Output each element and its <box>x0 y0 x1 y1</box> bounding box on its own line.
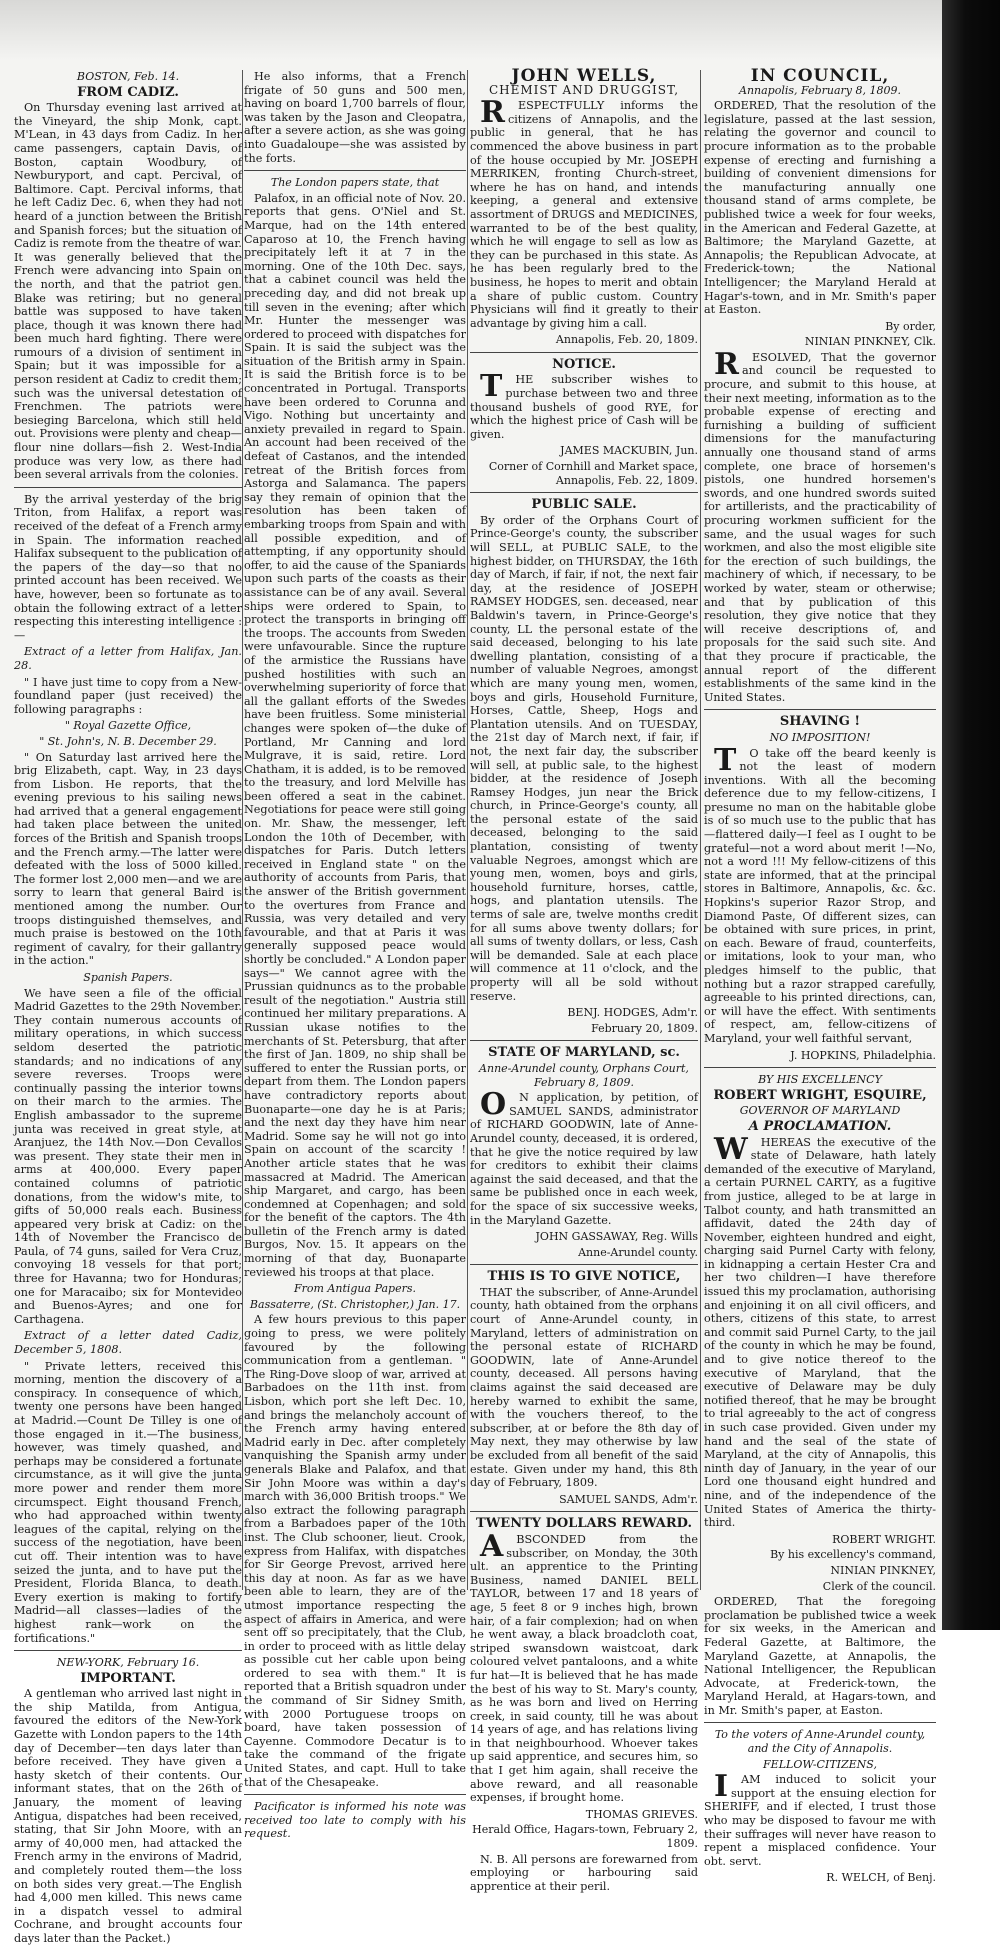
divider <box>470 1511 698 1512</box>
mackubin-signature: JAMES MACKUBIN, Jun. <box>560 444 698 458</box>
drop-cap: W <box>714 1131 748 1167</box>
book-binding-edge <box>942 0 1000 1630</box>
boston-dateline: BOSTON, Feb. 14. <box>76 70 180 83</box>
gazette-office: " Royal Gazette Office, <box>64 719 192 733</box>
drop-cap: I <box>714 1769 729 1805</box>
antigua-papers-heading: From Antigua Papers. <box>293 1282 416 1296</box>
antigua-article: A few hours previous to this paper going to press, we were politely favoured by the following communication from a gentleman. " The Ring-Dove sloop of war, arrived at Barbadoes on the 11th inst. from Lisbon, which port she left Dec. 10, and brings the melancholy account of the French army having entered Madrid early in Dec. after completely vanquishing the Spanish army under generals Blake and Palafox, and that Sir John Moore was within a day's march with 36,000 British troops." We also extract the following paragraph from a Barbadoes paper of the 10th inst. The Club schooner, lieut. Crook, express from Halifax, with dispatches for Sir George Prevost, arrived here this day at noon. As far as we have been able to learn, they are of the utmost importance respecting the aspect of affairs in America, and were sent off so precipitately, that the Club, in order to proceed with as little delay as possible cut her cable upon being ordered to sea with them." It is reported that a British squadron under the command of Sir Sidney Smith, with 2000 Portuguese troops on board, have taken possession of Cayenne. Commodore Decatur is to take the command of the frigate United States, and capt. Hull to take that of the Chesapeake. <box>244 1313 466 1789</box>
divider <box>244 170 466 171</box>
public-sale-heading: PUBLIC SALE. <box>531 497 637 513</box>
drop-cap: T <box>480 369 503 405</box>
wells-date: Annapolis, Feb. 20, 1809. <box>555 333 698 347</box>
divider <box>470 352 698 353</box>
hodges-date: February 20, 1809. <box>591 1021 698 1035</box>
shaving-heading: SHAVING ! <box>779 714 861 730</box>
column-2 <box>244 70 466 1841</box>
governor-name: ROBERT WRIGHT, ESQUIRE, <box>713 1087 927 1103</box>
hodges-signature: BENJ. HODGES, Adm'r. <box>567 1006 698 1020</box>
command-line: By his excellency's command, <box>770 1548 936 1562</box>
give-notice-heading: THIS IS TO GIVE NOTICE, <box>487 1269 681 1285</box>
pinkney-signature: NINIAN PINKNEY, Clk. <box>804 335 936 349</box>
page-top-edge <box>0 0 1000 60</box>
council-dateline: Annapolis, February 8, 1809. <box>739 83 901 97</box>
state-heading: STATE OF MARYLAND, sc. <box>488 1045 680 1061</box>
divider <box>470 492 698 493</box>
spanish-papers-article: We have seen a file of the official Madrid Gazettes to the 29th November. They contain numerous accounts of military operations, in which success seldom deserted the patriotic standards; and no indications of any severe reverses. Troops were continually passing the interior towns on their march to the armies. The English ambassador to the supreme junta was received in great style, at Aranjuez, the 14th Nov.—Don Cevallos was present. They state their men in arms at 400,000. Every paper contained columns of patriotic donations, from the widow's mite, to gifts of 50,000 reals each. Business appeared very brisk at Cadiz: on the 14th of November the Francisco de Paula, of 74 guns, sailed for Vera Cruz, convoying 18 vessels for that port; three for Havanna; two for Honduras; one for Maracaibo; six for Montevideo and Buenos-Ayres; and one for Carthagena. <box>14 986 242 1326</box>
divider <box>244 1794 466 1795</box>
proclamation-body: HEREAS the executive of the state of Delaware, hath lately demanded of the executive of Maryland, a certain PURNEL CARTY, as a fugitive from justice, alleged to be at large in Talbot county, and hath transmitted an affidavit, dated the 24th day of November, eighteen hundred and eight, charging said Purnel Carty with felony, in kidnapping a certain Hester Cra and her two children—I have therefore issued this my proclamation, authorising and enjoining it on all civil officers, and others, citizens of this state, to arrest and commit said Purnel Carty, to the jail of the county in which he may be found, and to give notice thereof to the executive of Maryland, that the executive of Delaware may be duly notified thereof, that he may be brought to trial agreeably to the act of congress in such case provided. Given under my hand and the seal of the state of Maryland, at the city of Annapolis, this ninth day of January, in the year of our Lord one thousand eight hundred and nine, and of the independence of the United States of America the thirty-third. <box>704 1135 936 1530</box>
clerk-title: Clerk of the council. <box>822 1579 936 1593</box>
pacificator-notice: Pacificator is informed his note was received too late to comply with his request. <box>244 1800 466 1841</box>
gazette-dateline: " St. John's, N. B. December 29. <box>39 734 217 748</box>
divider <box>704 709 936 710</box>
give-notice-body: THAT the subscriber, of Anne-Arundel county, hath obtained from the orphans court of Anne-Arundel county, in Maryland, letters of administration on the personal estate of RICHARD GOODWIN, late of Anne-Arundel county, deceased. All persons having claims against the said deceased are hereby warned to exhibit the same, with the vouchers thereof, to the subscriber, at or before the 8th day of May next, they may otherwise by law be excluded from all benefit of the said estate. Given under my hand, this 8th day of February, 1809. <box>470 1285 698 1490</box>
divider <box>704 1067 936 1068</box>
column-rule <box>242 70 243 1590</box>
cadiz-letter-body: " Private letters, received this morning, mention the discovery of a conspiracy. In consequence of which, twenty one persons have been hanged at Madrid.—Count De Tilley is one of those engaged in it.—The business, however, was timely quashed, and perhaps may be considered a fortunate circumstance, as it will give the junta more power and render them more circumspect. Eight thousand French, who had approached within twenty leagues of the capital, relying on the success of the negotiation, have been cut off. Their intention was to have seized the junta, and to have put the President, Florida Blanca, to death. Every exertion is making to fortify Madrid—all classes—ladies of the highest rank—work on the fortifications." <box>14 1359 242 1645</box>
column-rule <box>467 70 468 1590</box>
shaving-ad: O take off the beard keenly is not the least of modern inventions. With all the becoming deference due to my fellow-citizens, I presume no man on the habitable globe is of so much use to the public that has—flattered daily—I feel as I ought to be grateful—not a word about merit !—No, not a word !!! My fellow-citizens of this state are informed, that at the principal stores in Baltimore, Annapolis, &c. &c. Hopkins's superior Razor Strop, and Diamond Paste, Of different sizes, can be obtained with sure prices, in print, on each. Beware of fraud, counterfeits, or imitations, look to your man, who pledges himself to the public, that nothing but a razor strapped carefully, agreeable to his printed directions, can, or will have the effect. With sentiments of respect, am, fellow-citizens of Maryland, your well faithful servant, <box>704 746 936 1045</box>
divider <box>14 487 242 488</box>
wells-name: JOHN WELLS, <box>511 66 657 86</box>
herald-office-address: Herald Office, Hagars-town, February 2, 1809. <box>472 1823 698 1851</box>
london-papers-article: Palafox, in an official note of Nov. 20. reports that gens. O'Niel and St. Marque, had on the 14th entered Caparoso at 10, the French having precipitately left it at 7 in the morning. One of the 10th Dec. says, that a cabinet council was held the preceding day, and did not break up till seven in the evening; after which Mr. Hunter the messenger was ordered to proceed with dispatches for Spain. It is said the subject was the situation of the British army in Spain. It is said the British force is to be concentrated in Portugal. Transports have been ordered to Corunna and Vigo. Nothing but uncertainty and anxiety prevailed in regard to Spain. An account had been received of the defeat of Castanos, and the intended retreat of the British forces from Astorga and Salamanca. The papers say they remain of opinion that the resolution has been taken of embarking troops from Spain and with all possible expedition, and of attempting, if any opportunity should offer, to aid the cause of the Spaniards upon such parts of the coasts as their assistance can be of any avail. Several ships were ordered to Spain, to protect the transports in bringing off the troops. The accounts from Sweden were unfavourable. Since the rupture of the armistice the Russians have pushed hostilities with such an overwhelming superiority of force that all the gallant efforts of the Swedes have been fruitless. Some ministerial changes were spoken of—the duke of Portland, Mr Canning and lord Mulgrave, it is said, retire. Lord Chatham, it is added, is to be removed to the treasury, and lord Melville has been offered a seat in the cabinet. Negotiations for peace were still going on. Mr. Shaw, the messenger, left London the 10th of December, with dispatches for Paris. Dutch letters received in England state " on the authority of accounts from Paris, that the answer of the British government to the overtures from France and Russia, was very detailed and very favourable, and that at Paris it was generally supposed peace would shortly be concluded." A London paper says—" We cannot agree with the Prussian quidnuncs as to the probable result of the negotiation." Austria still continued her military preparations. A Russian ukase notifies to the merchants of St. Petersburg, that after the first of Jan. 1809, no ship shall be suffered to enter the Russian ports, or depart from them. The London papers have contradictory reports about Buonaparte—one day he is at Paris; and the next day they have him near Madrid. Some say he will not go into Spain on account of the scarcity ! Another article states that he was massacred at Madrid. The American ship Margaret, and cargo, has been condemned at Copenhagen; and sold for the benefit of the captors. The 4th bulletin of the French army is dated Burgos, Nov. 15. It appears on the morning of that day, Buonaparte reviewed his troops at that place. <box>244 191 466 1279</box>
wells-ad: ESPECTFULLY informs the citizens of Annapolis, and the public in general, that he has commenced the above business in part of the house occupied by Mr. JOSEPH MERRIKEN, fronting Church-street, where he has on hand, and intends keeping, a general and extensive assortment of DRUGS and MEDICINES, warranted to be of the best quality, which he will engage to sell as low as they can be purchased in this state. As he has been regularly bred to the business, he hopes to merit and obtain a share of public custom. Country Physicians will find it greatly to their advantage by giving him a call. <box>470 99 698 330</box>
divider <box>704 1722 936 1723</box>
sands-signature: SAMUEL SANDS, Adm'r. <box>559 1492 698 1506</box>
bassaterre-dateline: Bassaterre, (St. Christopher,) Jan. 17. <box>249 1297 461 1311</box>
excellency-line: BY HIS EXCELLENCY <box>758 1073 882 1087</box>
column-1 <box>14 70 242 1945</box>
proclamation-order: ORDERED, That the foregoing proclamation be published twice a week for six weeks, in the American and Federal Gazette, at Baltimore, the Maryland Gazette, at Annapolis, the National Intelligencer, the Republican Advocate, at Frederick-town, the Maryland Herald, at Hagars-town, and in Mr. Smith's paper, at Easton. <box>704 1595 936 1717</box>
wells-title: CHEMIST AND DRUGGIST, <box>488 82 680 97</box>
reward-heading: TWENTY DOLLARS REWARD. <box>476 1516 692 1532</box>
resolution-body: ESOLVED, That the governor and council be requested to procure, and submit to this house, at their next meeting, information as to the probable expense of erecting and furnishing a building of sufficient dimensions for the manufacturing annually one thousand stand of arms complete, one brace of horsemen's pistols, one hundred horsemen's swords, and one hundred swords suited for artillerists, and the practicability of procuring workmen sufficient for the same, and the usual wages for such workmen, and also the most eligible site for the erection of such buildings, the machinery of which, if necessary, to be worked by water, steam or otherwise; and that by publication of this resolution, they give notice that they will receive descriptions of, and proposals for the said such site. And that they procure if practicable, the annual report of the different establishments of the same kind in the United States. <box>704 350 936 704</box>
council-by-order: By order, <box>885 319 936 333</box>
cadiz-heading: FROM CADIZ. <box>77 84 179 100</box>
spanish-papers-heading: Spanish Papers. <box>83 971 173 984</box>
london-papers-heading: The London papers state, that <box>270 176 440 190</box>
divider <box>470 1040 698 1041</box>
welch-signature: R. WELCH, of Benj. <box>826 1871 936 1885</box>
council-heading: IN COUNCIL, <box>750 66 890 86</box>
orphans-court-dateline: Anne-Arundel county, Orphans Court, February 8, 1809. <box>479 1061 689 1089</box>
important-heading: IMPORTANT. <box>80 1670 176 1686</box>
drop-cap: T <box>714 742 737 778</box>
column-4 <box>704 66 936 1885</box>
wright-signature: ROBERT WRIGHT. <box>832 1532 936 1546</box>
drop-cap: R <box>714 346 739 382</box>
reward-nota-bene: N. B. All persons are forewarned from employing or harbouring said apprentice at their peril. <box>470 1852 698 1893</box>
notice-heading: NOTICE. <box>552 356 616 372</box>
new-york-dateline: NEW-YORK, February 16. <box>56 1656 200 1670</box>
frigate-article: He also informs, that a French frigate of 50 guns and 500 men, having on board 1,700 barrels of flour, was taken by the Jason and Cleopatra, after a severe action, as she was going into Guadaloupe—she was assisted by the forts. <box>244 70 466 165</box>
no-imposition-heading: NO IMPOSITION! <box>769 730 871 744</box>
council-order: ORDERED, That the resolution of the legislature, passed at the last session, relating the governor and council to procure information as to the probable expense of erecting and furnishing a building of convenient dimensions for the manufacturing annually one thousand stand of arms complete, be published twice a week for four weeks, in the American and Federal Gazette, at Baltimore; the Maryland Gazette, at Annapolis; the Republican Advocate, at Frederick-town; the National Intelligencer; the Maryland Herald at Hagar's-town, and in Mr. Smith's paper at Easton. <box>704 99 936 317</box>
gassaway-signature: JOHN GASSAWAY, Reg. Wills <box>535 1230 698 1244</box>
triton-article: By the arrival yesterday of the brig Triton, from Halifax, a report was received of the defeat of a French army in Spain. The information reached Halifax subsequent to the publication of the papers of the day—so that no printed account has been received. We have, however, been so fortunate as to obtain the following extract of a letter respecting this interesting intelligence :— <box>14 492 242 642</box>
cadiz-letter-heading: Extract of a letter dated Cadiz, December 5, 1808. <box>14 1329 242 1357</box>
fellow-citizens: FELLOW-CITIZENS, <box>763 1757 877 1771</box>
pinkney-signature-2: NINIAN PINKNEY, <box>830 1563 936 1577</box>
mackubin-address: Corner of Cornhill and Market space, Annapolis, Feb. 22, 1809. <box>488 460 698 487</box>
grieves-signature: THOMAS GRIEVES. <box>585 1807 698 1821</box>
drop-cap: A <box>480 1528 504 1564</box>
reward-body: BSCONDED from the subscriber, on Monday, the 30th ult. an apprentice to the Printing Business, named DANIEL BELL TAYLOR, between 17 and 18 years of age, 5 feet 8 or 9 inches high, brown hair, of a fair complexion; had on when he went away, a black broadcloth coat, striped swansdown waistcoat, dark coloured velvet pantaloons, and a white fur hat—It is believed that he has made the best of his way to St. Mary's county, as he was born and lived on Herring creek, in said county, till he was about 14 years of age, and has relations living in that neighbourhood. Whoever takes up said apprentice, and secures him, so that I get him again, shall receive the above reward, and all reasonable expenses, if brought home. <box>470 1532 698 1805</box>
welch-ad: AM induced to solicit your support at the ensuing election for SHERIFF, and if elected, I trust those who may be disposed to favour me with their suffrages will never have reason to repent a misplaced confidence. Your obt. servt. <box>704 1773 936 1868</box>
divider <box>470 1264 698 1265</box>
new-york-article: A gentleman who arrived last night in the ship Matilda, from Antigua, favoured the editors of the New-York Gazette with London papers to the 14th day of December—ten days later than before received. They have given a hasty sketch of their contents. Our informant states, that on the 26th of January, the moment of leaving Antigua, dispatches had been received, stating, that Sir John Moore, with an army of 40,000 men, had attacked the French army in the environs of Madrid, and completely routed them—the loss on both sides very great.—The English had 4,000 men killed. This news came in a dispatch vessel to admiral Cochrane, and brought accounts four days later than the Packet.) <box>14 1687 242 1945</box>
gazette-article: " On Saturday last arrived here the brig Elizabeth, capt. Way, in 23 days from Lisbon. He reports, that the evening previous to his sailing news had arrived that a general engagement had taken place between the united forces of the British and Spanish troops and the French army.—The latter were defeated with the loss of 5000 killed. The former lost 2,000 men—and we are sorry to learn that general Baird is mentioned among the number. Our troops distinguished themselves, and much praise is bestowed on the 10th regiment of cavalry, for their gallantry in the action." <box>14 750 242 968</box>
governor-title: GOVERNOR OF MARYLAND <box>739 1104 901 1118</box>
halifax-extract-body: " I have just time to copy from a New-foundland paper (just received) the following paragraphs : <box>14 675 242 716</box>
column-3 <box>470 66 698 1893</box>
drop-cap: O <box>480 1087 507 1123</box>
proclamation-heading: A PROCLAMATION. <box>748 1118 892 1134</box>
halifax-extract-heading: Extract of a letter from Halifax, Jan. 28. <box>14 645 242 672</box>
divider <box>14 1650 242 1651</box>
voters-address: To the voters of Anne-Arundel county, and the City of Annapolis. <box>714 1728 926 1756</box>
state-order: N application, by petition, of SAMUEL SANDS, administrator of RICHARD GOODWIN, late of Anne-Arundel county, deceased, it is ordered, that he give the notice required by law for creditors to exhibit their claims against the said deceased, and that the same be published once in each week, for the space of six successive weeks, in the Maryland Gazette. <box>470 1091 698 1227</box>
rye-notice: HE subscriber wishes to purchase between two and three thousand bushels of good RYE, for which the highest price of Cash will be given. <box>470 373 698 441</box>
gassaway-county: Anne-Arundel county. <box>578 1245 698 1259</box>
column-rule <box>700 70 701 1590</box>
drop-cap: R <box>480 95 505 131</box>
hopkins-signature: J. HOPKINS, Philadelphia. <box>790 1048 936 1062</box>
cadiz-article: On Thursday evening last arrived at the Vineyard, the ship Monk, capt. M'Lean, in 43 days from Cadiz. In her came passengers, captain Davis, of Boston, captain Woodbury, of Newburyport, and capt. Percival, of Baltimore. Capt. Percival informs, that he left Cadiz Dec. 6, when they had not heard of a junction between the British and Spanish forces; but the situation of Cadiz is remote from the theatre of war. It was generally believed that the French were advancing into Spain on the north, and that the patriot gen. Blake was retiring; but no general battle was supposed to have taken place, though it was known there had been much hard fighting. There were rumours of a division of sentiment in Spain; but it was impossible for a person resident at Cadiz to credit them; such was the universal detestation of Frenchmen. The patriots were besieging Barcelona, which still held out. Provisions were plenty and cheap—flour nine dollars—fish 2. West-India produce was very low, as there had been several arrivals from the colonies. <box>14 101 242 482</box>
public-sale-body: By order of the Orphans Court of Prince-George's county, the subscriber will SELL, at PUBLIC SALE, to the highest bidder, on THURSDAY, the 16th day of March, if fair, if not, the next fair day, at the residence of JOSEPH RAMSEY HODGES, sen. deceased, near Baldwin's tavern, in Prince-George's county, LL the personal estate of the said deceased, belonging to his late dwelling plantation, consisting of a number of valuable Negroes, amongst which are many young men, women, boys and girls, Household Furniture, Horses, Cattle, Sheep, Hogs and Plantation utensils. And on TUESDAY, the 21st day of March next, if fair, if not, the next fair day, the subscriber will sell, at public sale, to the highest bidder, at the residence of Joseph Ramsey Hodges, jun near the Brick church, in Prince-George's county, all the personal estate of the said deceased, belonging to the said plantation, consisting of twenty valuable Negroes, amongst which are young men, women, boys and girls, household furniture, horses, cattle, hogs, and plantation utensils. The terms of sale are, twelve months credit for all sums above twenty dollars; for all sums of twenty dollars, or less, Cash will be demanded. Sale at each place will commence at 11 o'clock, and the property will all be sold without reserve. <box>470 513 698 1003</box>
